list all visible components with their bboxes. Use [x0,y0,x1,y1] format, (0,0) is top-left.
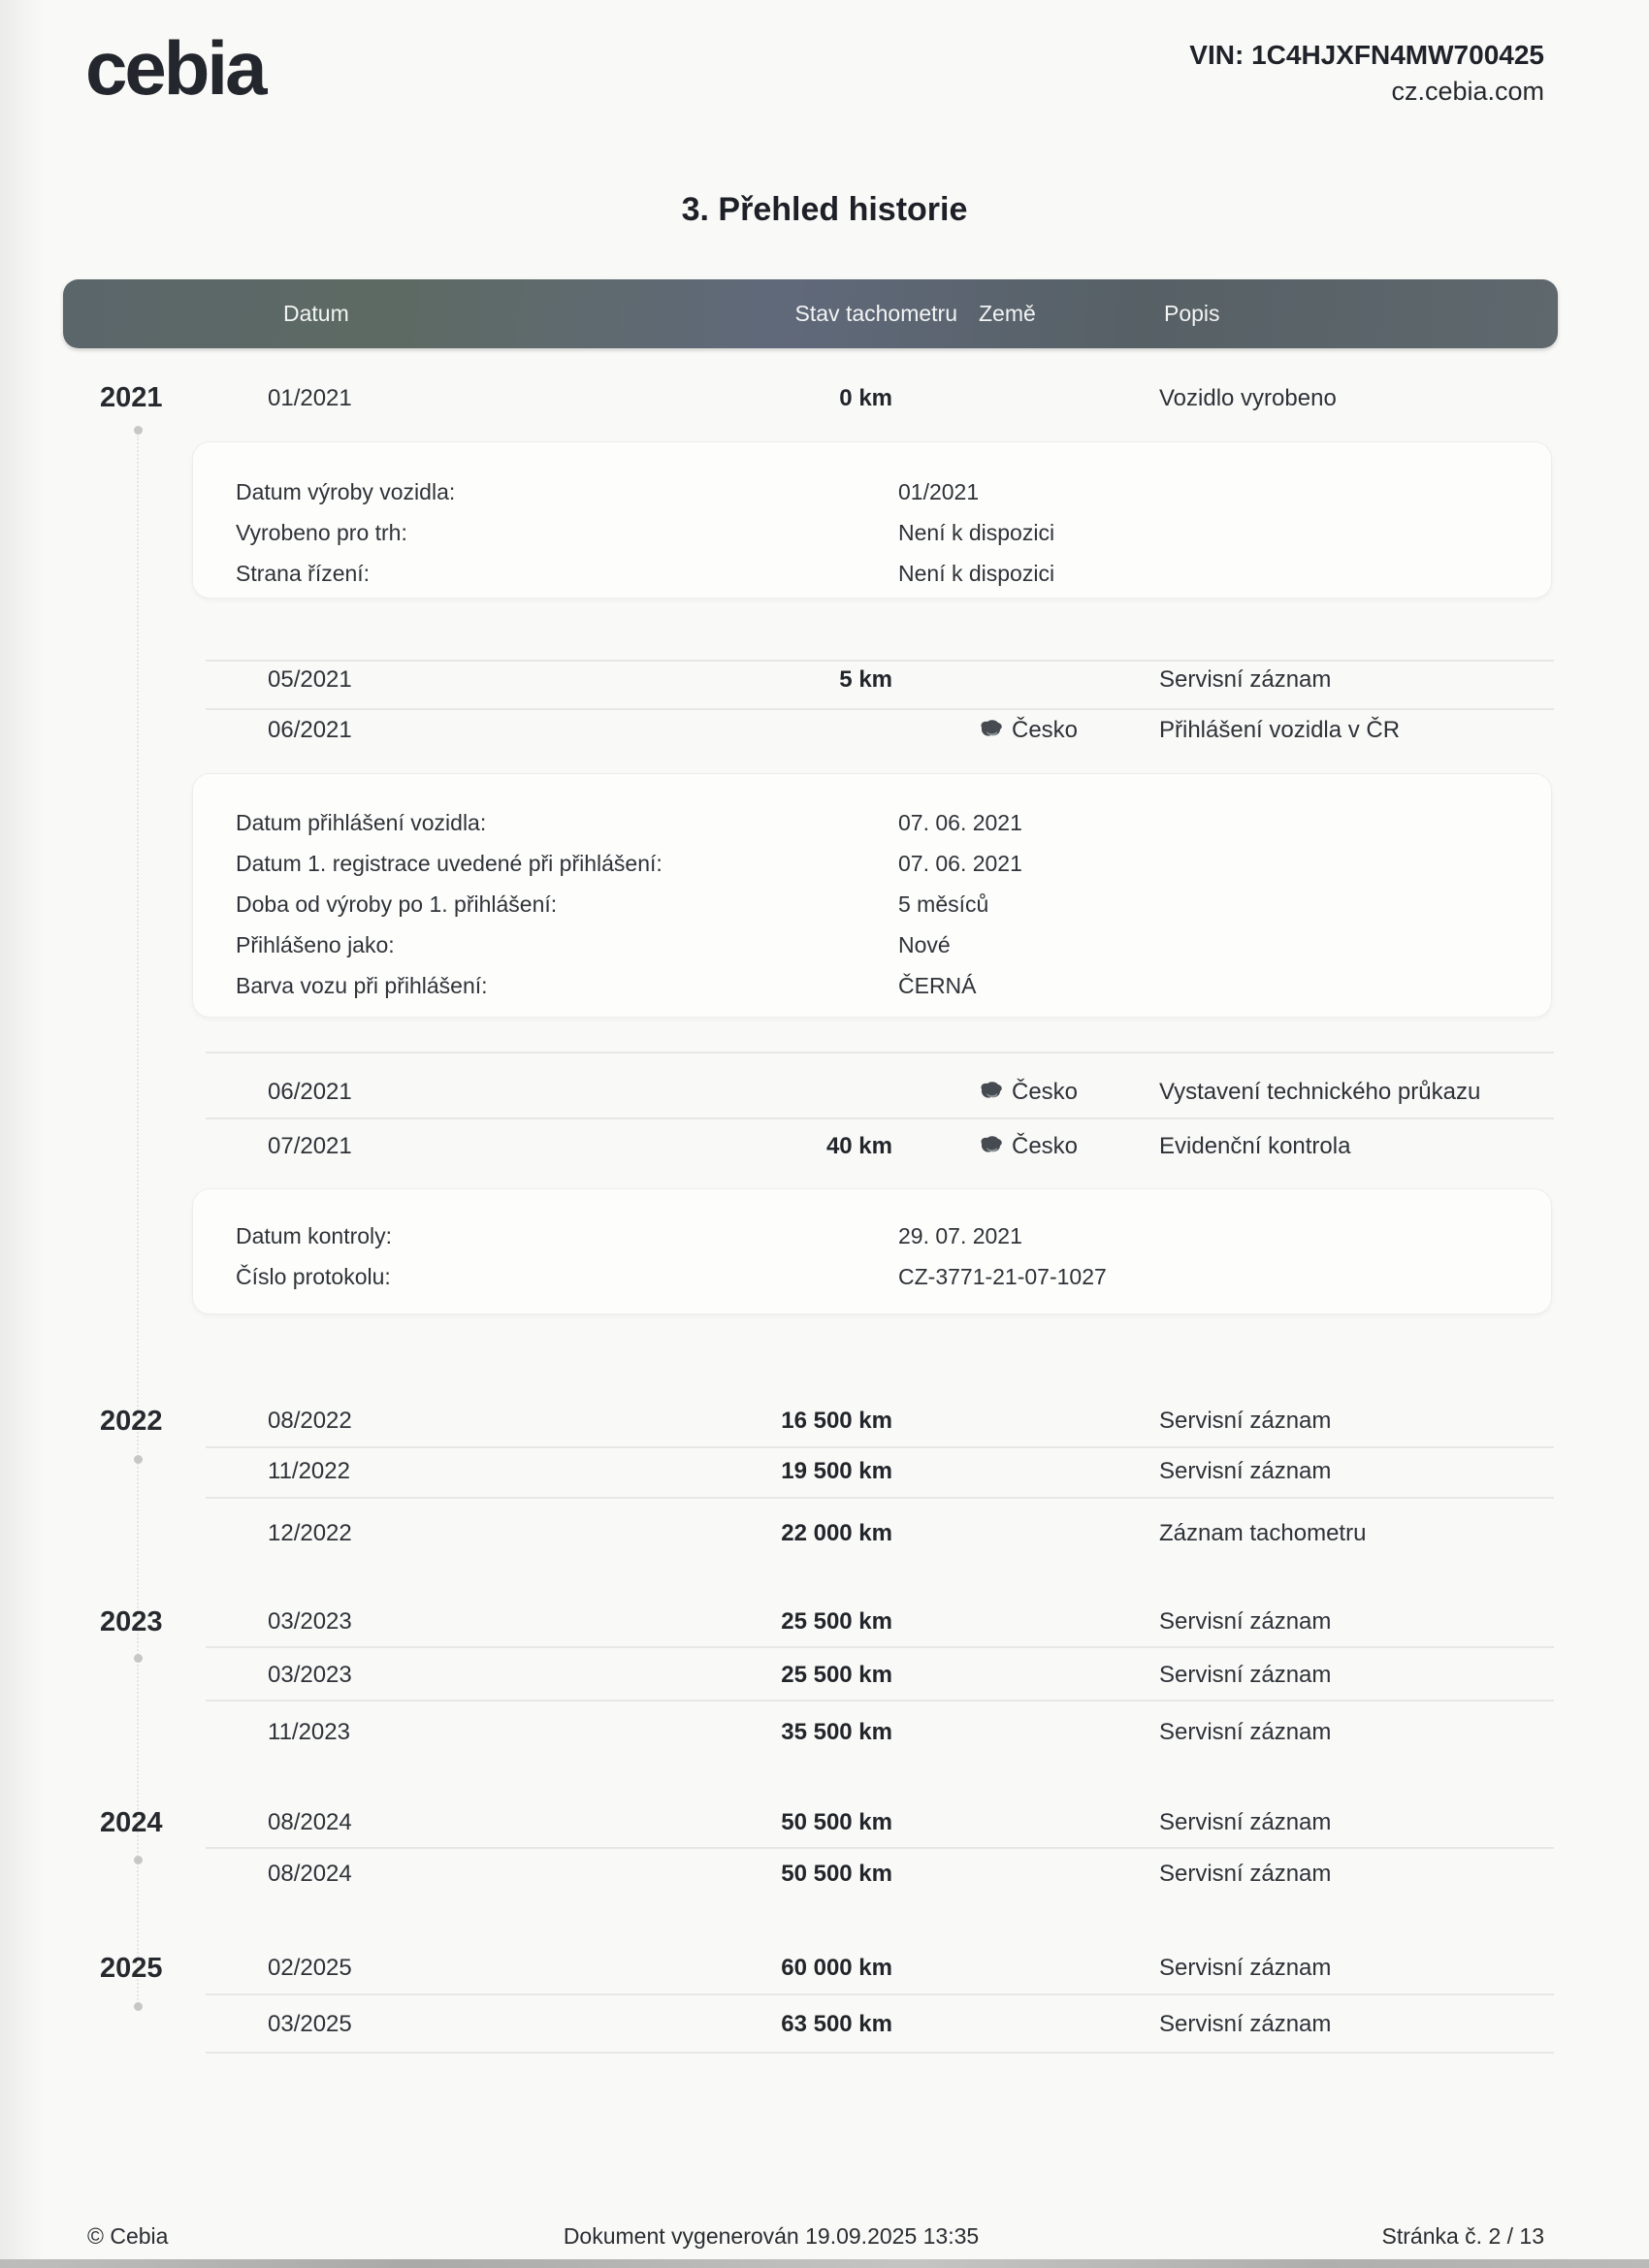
row-divider [206,1118,1554,1119]
footer-copyright: © Cebia [87,2223,169,2249]
column-header-datum: Datum [283,301,349,326]
vin-number: VIN: 1C4HJXFN4MW700425 [1189,40,1544,70]
footer-generated-timestamp: Dokument vygenerován 19.09.2025 13:35 [563,2223,980,2249]
detail-item [193,802,1551,843]
row-country-label: Česko [1012,1133,1079,1159]
detail-value: 29. 07. 2021 [898,1223,1022,1248]
row-date: 08/2024 [268,1809,352,1835]
table-row [0,714,1649,747]
table-row [0,1716,1649,1749]
row-date: 08/2024 [268,1861,352,1887]
column-header-country: Země [979,301,1036,326]
row-odometer: 16 500 km [781,1408,892,1434]
row-date: 03/2023 [268,1662,352,1688]
page-footer [0,2219,1649,2252]
row-odometer: 5 km [839,666,892,693]
table-row [0,1952,1649,1985]
detail-value: Není k dispozici [898,520,1055,545]
row-date: 11/2022 [268,1458,350,1484]
detail-value: Není k dispozici [898,561,1055,586]
row-date: 05/2021 [268,666,352,693]
detail-item [193,553,1551,594]
detail-item [193,1256,1551,1297]
row-date: 11/2023 [268,1719,350,1745]
row-description: Servisní záznam [1159,666,1332,693]
row-divider [206,1847,1554,1849]
row-description: Servisní záznam [1159,2011,1332,2037]
row-description: Servisní záznam [1159,1861,1332,1887]
row-date: 06/2021 [268,1079,352,1105]
table-row [0,1076,1649,1109]
row-country-label: Česko [1012,1079,1079,1105]
detail-label: Datum 1. registrace uvedené při přihlášení: [236,851,663,876]
year-label-2025: 2025 [100,1953,163,1984]
page-title: 3. Přehled historie [681,191,968,228]
detail-value: 5 měsíců [898,891,989,917]
detail-item [193,512,1551,553]
row-odometer: 0 km [839,385,892,411]
row-description: Servisní záznam [1159,1458,1332,1484]
row-description: Vystavení technického průkazu [1159,1079,1481,1105]
detail-label: Přihlášeno jako: [236,932,395,957]
detail-value: 07. 06. 2021 [898,851,1022,876]
detail-value: Nové [898,932,951,957]
table-row [0,1806,1649,1839]
detail-label: Datum přihlášení vozidla: [236,810,487,835]
row-odometer: 25 500 km [781,1608,892,1635]
row-description: Servisní záznam [1159,1719,1332,1745]
detail-item [193,924,1551,965]
year-label-2021: 2021 [100,382,163,413]
row-description: Vozidlo vyrobeno [1159,385,1337,411]
table-row [0,2008,1649,2041]
website-url: cz.cebia.com [1391,77,1544,106]
year-label-2024: 2024 [100,1807,163,1838]
czechia-map-icon [978,1080,1005,1103]
detail-item [193,843,1551,884]
table-row [0,1659,1649,1692]
row-date: 07/2021 [268,1133,352,1159]
detail-value: 07. 06. 2021 [898,810,1022,835]
row-divider [206,1497,1554,1499]
detail-value: 01/2021 [898,479,980,504]
table-row [0,1130,1649,1163]
row-description: Servisní záznam [1159,1809,1332,1835]
row-odometer: 35 500 km [781,1719,892,1745]
row-divider [206,1993,1554,1995]
detail-card-inspection [192,1188,1552,1314]
row-description: Servisní záznam [1159,1662,1332,1688]
row-date: 03/2023 [268,1608,352,1635]
row-odometer: 40 km [825,1133,892,1159]
row-odometer: 25 500 km [781,1662,892,1688]
detail-item [193,884,1551,924]
row-country-label: Česko [1012,717,1079,743]
row-date: 08/2022 [268,1408,352,1434]
detail-value: ČERNÁ [898,973,977,998]
row-description: Přihlášení vozidla v ČR [1159,717,1401,743]
row-odometer: 63 500 km [781,2011,892,2037]
row-description: Servisní záznam [1159,1955,1332,1981]
row-date: 03/2025 [268,2011,352,2037]
table-row [0,382,1649,415]
timeline-dot-2021 [134,426,143,435]
row-divider [206,708,1554,710]
scan-bottom-edge [0,2259,1649,2268]
row-divider [206,1052,1554,1053]
row-divider [206,660,1554,662]
detail-label: Vyrobeno pro trh: [236,520,407,545]
year-label-2022: 2022 [100,1406,163,1437]
cebia-logo: cebia [85,25,265,111]
row-divider [206,1700,1554,1701]
column-header-odometer: Stav tachometru [794,301,957,326]
year-label-2023: 2023 [100,1606,163,1637]
column-header-description: Popis [1164,301,1220,326]
table-row [0,1605,1649,1638]
detail-item [193,965,1551,1006]
table-header-bar [63,279,1558,348]
row-description: Servisní záznam [1159,1608,1332,1635]
detail-label: Datum výroby vozidla: [236,479,456,504]
row-odometer: 22 000 km [781,1520,892,1546]
czechia-map-icon [978,718,1005,741]
row-divider [206,1646,1554,1648]
row-odometer: 19 500 km [781,1458,892,1484]
detail-item [193,1215,1551,1256]
detail-card-manufacture [192,441,1552,599]
row-divider [206,1446,1554,1448]
row-description: Evidenční kontrola [1159,1133,1351,1159]
detail-label: Datum kontroly: [236,1223,393,1248]
row-description: Servisní záznam [1159,1408,1332,1434]
row-odometer: 50 500 km [781,1861,892,1887]
row-date: 02/2025 [268,1955,352,1981]
table-row [0,1517,1649,1550]
row-date: 12/2022 [268,1520,352,1546]
detail-label: Barva vozu při přihlášení: [236,973,488,998]
detail-label: Číslo protokolu: [236,1264,391,1289]
row-odometer: 60 000 km [781,1955,892,1981]
detail-label: Strana řízení: [236,561,371,586]
row-date: 06/2021 [268,717,352,743]
row-odometer: 50 500 km [781,1809,892,1835]
table-row [0,664,1649,697]
table-row [0,1455,1649,1488]
row-date: 01/2021 [268,385,352,411]
row-description: Záznam tachometru [1159,1520,1367,1546]
table-row [0,1858,1649,1891]
detail-card-registration [192,773,1552,1018]
footer-page-number: Stránka č. 2 / 13 [1381,2223,1544,2249]
czechia-map-icon [978,1134,1005,1157]
detail-label: Doba od výroby po 1. přihlášení: [236,891,558,917]
detail-value: CZ-3771-21-07-1027 [898,1264,1107,1289]
table-row [0,1405,1649,1438]
row-divider [206,2052,1554,2054]
detail-item [193,471,1551,512]
